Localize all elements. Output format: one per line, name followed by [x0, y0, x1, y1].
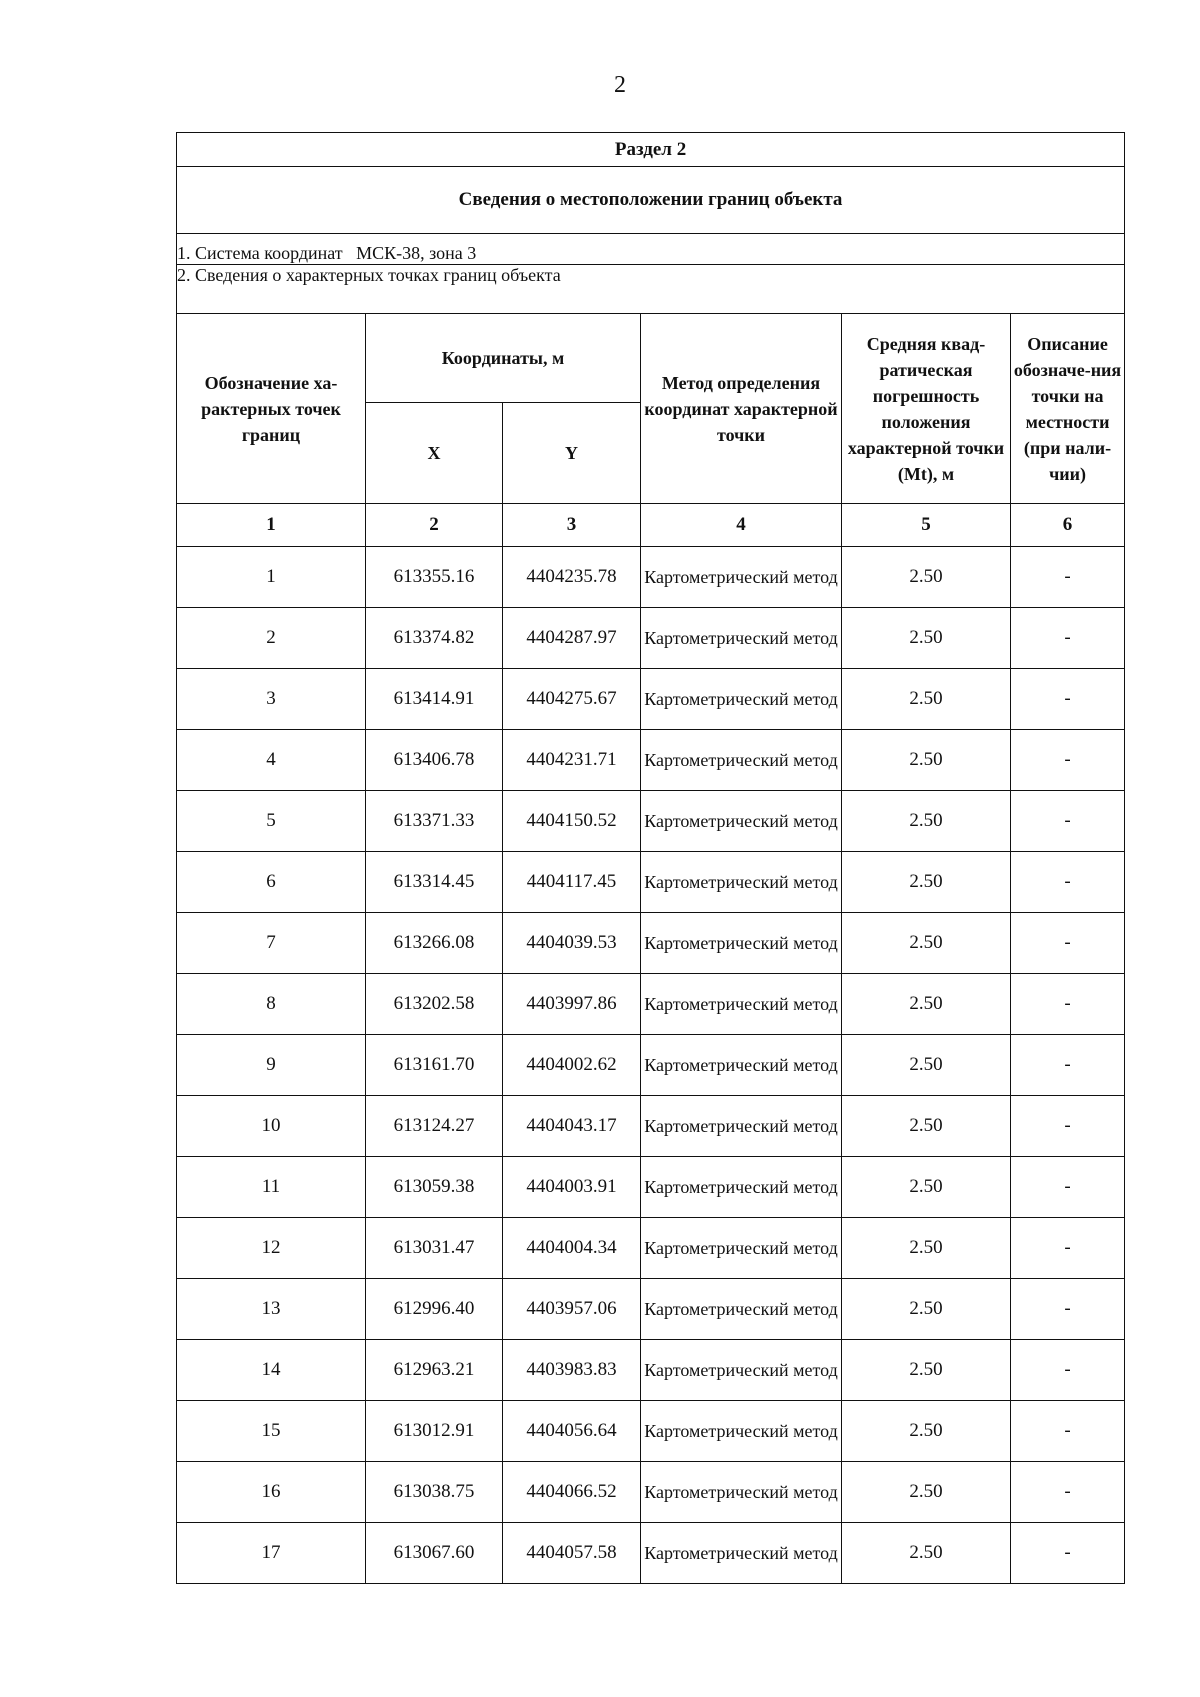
column-number: 2: [366, 504, 503, 547]
y-coordinate-cell: 4404057.58: [503, 1523, 641, 1584]
x-coordinate-cell: 613371.33: [366, 791, 503, 852]
description-cell: -: [1011, 1157, 1125, 1218]
method-cell: Картометрический метод: [641, 852, 842, 913]
method-cell: Картометрический метод: [641, 1523, 842, 1584]
point-number-cell: 5: [177, 791, 366, 852]
method-cell: Картометрический метод: [641, 1218, 842, 1279]
point-number-cell: 7: [177, 913, 366, 974]
header-designation: Обозначение ха-рактерных точек границ: [177, 314, 366, 504]
table-row: [177, 1523, 1125, 1584]
description-cell: -: [1011, 547, 1125, 608]
y-coordinate-cell: 4404117.45: [503, 852, 641, 913]
mean-error-cell: 2.50: [842, 1279, 1011, 1340]
mean-error-cell: 2.50: [842, 1157, 1011, 1218]
y-coordinate-cell: 4403983.83: [503, 1340, 641, 1401]
point-number-cell: 17: [177, 1523, 366, 1584]
header-y: Y: [503, 403, 641, 504]
description-cell: -: [1011, 974, 1125, 1035]
mean-error-cell: 2.50: [842, 1401, 1011, 1462]
coordinate-system-value: МСК-38, зона 3: [356, 243, 477, 263]
method-cell: Картометрический метод: [641, 1096, 842, 1157]
table-row: [177, 913, 1125, 974]
y-coordinate-cell: 4404235.78: [503, 547, 641, 608]
point-number-cell: 6: [177, 852, 366, 913]
header-method: Метод определения координат характерной точки: [641, 314, 842, 504]
mean-error-cell: 2.50: [842, 852, 1011, 913]
method-cell: Картометрический метод: [641, 547, 842, 608]
mean-error-cell: 2.50: [842, 1035, 1011, 1096]
x-coordinate-cell: 612963.21: [366, 1340, 503, 1401]
table-row: [177, 608, 1125, 669]
column-number-row: [177, 504, 1125, 547]
x-coordinate-cell: 613067.60: [366, 1523, 503, 1584]
point-number-cell: 16: [177, 1462, 366, 1523]
y-coordinate-cell: 4404002.62: [503, 1035, 641, 1096]
x-coordinate-cell: 613202.58: [366, 974, 503, 1035]
header-description: Описание обозначе-ния точки на местности (при нали-чии): [1011, 314, 1125, 504]
mean-error-cell: 2.50: [842, 1462, 1011, 1523]
table-row: [177, 1218, 1125, 1279]
description-cell: -: [1011, 730, 1125, 791]
description-cell: -: [1011, 1523, 1125, 1584]
y-coordinate-cell: 4404150.52: [503, 791, 641, 852]
table-row: [177, 1401, 1125, 1462]
method-cell: Картометрический метод: [641, 1401, 842, 1462]
method-cell: Картометрический метод: [641, 1035, 842, 1096]
point-number-cell: 3: [177, 669, 366, 730]
mean-error-cell: 2.50: [842, 913, 1011, 974]
description-cell: -: [1011, 669, 1125, 730]
point-number-cell: 2: [177, 608, 366, 669]
method-cell: Картометрический метод: [641, 1462, 842, 1523]
point-number-cell: 15: [177, 1401, 366, 1462]
method-cell: Картометрический метод: [641, 730, 842, 791]
table-row: [177, 1462, 1125, 1523]
x-coordinate-cell: 612996.40: [366, 1279, 503, 1340]
y-coordinate-cell: 4404231.71: [503, 730, 641, 791]
point-number-cell: 9: [177, 1035, 366, 1096]
point-number-cell: 14: [177, 1340, 366, 1401]
mean-error-cell: 2.50: [842, 1340, 1011, 1401]
method-cell: Картометрический метод: [641, 974, 842, 1035]
table-row: [177, 791, 1125, 852]
x-coordinate-cell: 613161.70: [366, 1035, 503, 1096]
y-coordinate-cell: 4404287.97: [503, 608, 641, 669]
y-coordinate-cell: 4404043.17: [503, 1096, 641, 1157]
x-coordinate-cell: 613012.91: [366, 1401, 503, 1462]
document-title: Сведения о местоположении границ объекта: [177, 167, 1125, 234]
x-coordinate-cell: 613314.45: [366, 852, 503, 913]
header-coordinates: Координаты, м: [366, 314, 641, 403]
description-cell: -: [1011, 1401, 1125, 1462]
page-number: 2: [614, 72, 626, 98]
column-number: 5: [842, 504, 1011, 547]
header-x: X: [366, 403, 503, 504]
method-cell: Картометрический метод: [641, 669, 842, 730]
coordinate-system-line: [177, 234, 1125, 265]
table-row: [177, 1035, 1125, 1096]
table-row: [177, 1096, 1125, 1157]
y-coordinate-cell: 4404066.52: [503, 1462, 641, 1523]
mean-error-cell: 2.50: [842, 608, 1011, 669]
y-coordinate-cell: 4403997.86: [503, 974, 641, 1035]
table-row: [177, 669, 1125, 730]
y-coordinate-cell: 4404275.67: [503, 669, 641, 730]
description-cell: -: [1011, 1279, 1125, 1340]
x-coordinate-cell: 613266.08: [366, 913, 503, 974]
x-coordinate-cell: 613124.27: [366, 1096, 503, 1157]
description-cell: -: [1011, 1218, 1125, 1279]
point-number-cell: 11: [177, 1157, 366, 1218]
table-row: [177, 730, 1125, 791]
y-coordinate-cell: 4404039.53: [503, 913, 641, 974]
y-coordinate-cell: 4404056.64: [503, 1401, 641, 1462]
column-number: 1: [177, 504, 366, 547]
mean-error-cell: 2.50: [842, 974, 1011, 1035]
x-coordinate-cell: 613374.82: [366, 608, 503, 669]
x-coordinate-cell: 613355.16: [366, 547, 503, 608]
y-coordinate-cell: 4404004.34: [503, 1218, 641, 1279]
mean-error-cell: 2.50: [842, 547, 1011, 608]
method-cell: Картометрический метод: [641, 608, 842, 669]
x-coordinate-cell: 613031.47: [366, 1218, 503, 1279]
y-coordinate-cell: 4403957.06: [503, 1279, 641, 1340]
mean-error-cell: 2.50: [842, 1523, 1011, 1584]
description-cell: -: [1011, 608, 1125, 669]
mean-error-cell: 2.50: [842, 1218, 1011, 1279]
x-coordinate-cell: 613038.75: [366, 1462, 503, 1523]
table-row: [177, 1340, 1125, 1401]
boundary-points-table: [176, 132, 1125, 1584]
method-cell: Картометрический метод: [641, 1279, 842, 1340]
point-number-cell: 10: [177, 1096, 366, 1157]
method-cell: Картометрический метод: [641, 791, 842, 852]
x-coordinate-cell: 613414.91: [366, 669, 503, 730]
point-number-cell: 12: [177, 1218, 366, 1279]
description-cell: -: [1011, 1462, 1125, 1523]
description-cell: -: [1011, 1340, 1125, 1401]
description-cell: -: [1011, 1096, 1125, 1157]
point-number-cell: 13: [177, 1279, 366, 1340]
point-number-cell: 1: [177, 547, 366, 608]
column-number: 4: [641, 504, 842, 547]
table-row: [177, 852, 1125, 913]
description-cell: -: [1011, 1035, 1125, 1096]
description-cell: -: [1011, 791, 1125, 852]
table-row: [177, 1157, 1125, 1218]
mean-error-cell: 2.50: [842, 1096, 1011, 1157]
method-cell: Картометрический метод: [641, 1340, 842, 1401]
points-heading: 2. Сведения о характерных точках границ объекта: [177, 265, 1125, 314]
description-cell: -: [1011, 852, 1125, 913]
method-cell: Картометрический метод: [641, 913, 842, 974]
coordinate-system-label: 1. Система координат: [177, 243, 343, 263]
mean-error-cell: 2.50: [842, 669, 1011, 730]
method-cell: Картометрический метод: [641, 1157, 842, 1218]
x-coordinate-cell: 613406.78: [366, 730, 503, 791]
table-row: [177, 547, 1125, 608]
section-title: Раздел 2: [177, 133, 1125, 167]
x-coordinate-cell: 613059.38: [366, 1157, 503, 1218]
column-number: 3: [503, 504, 641, 547]
point-number-cell: 4: [177, 730, 366, 791]
table-row: [177, 974, 1125, 1035]
mean-error-cell: 2.50: [842, 730, 1011, 791]
y-coordinate-cell: 4404003.91: [503, 1157, 641, 1218]
table-row: [177, 1279, 1125, 1340]
point-number-cell: 8: [177, 974, 366, 1035]
mean-error-cell: 2.50: [842, 791, 1011, 852]
column-number: 6: [1011, 504, 1125, 547]
description-cell: -: [1011, 913, 1125, 974]
header-error: Средняя квад-ратическая погрешность положения характерной точки (Mt), м: [842, 314, 1011, 504]
